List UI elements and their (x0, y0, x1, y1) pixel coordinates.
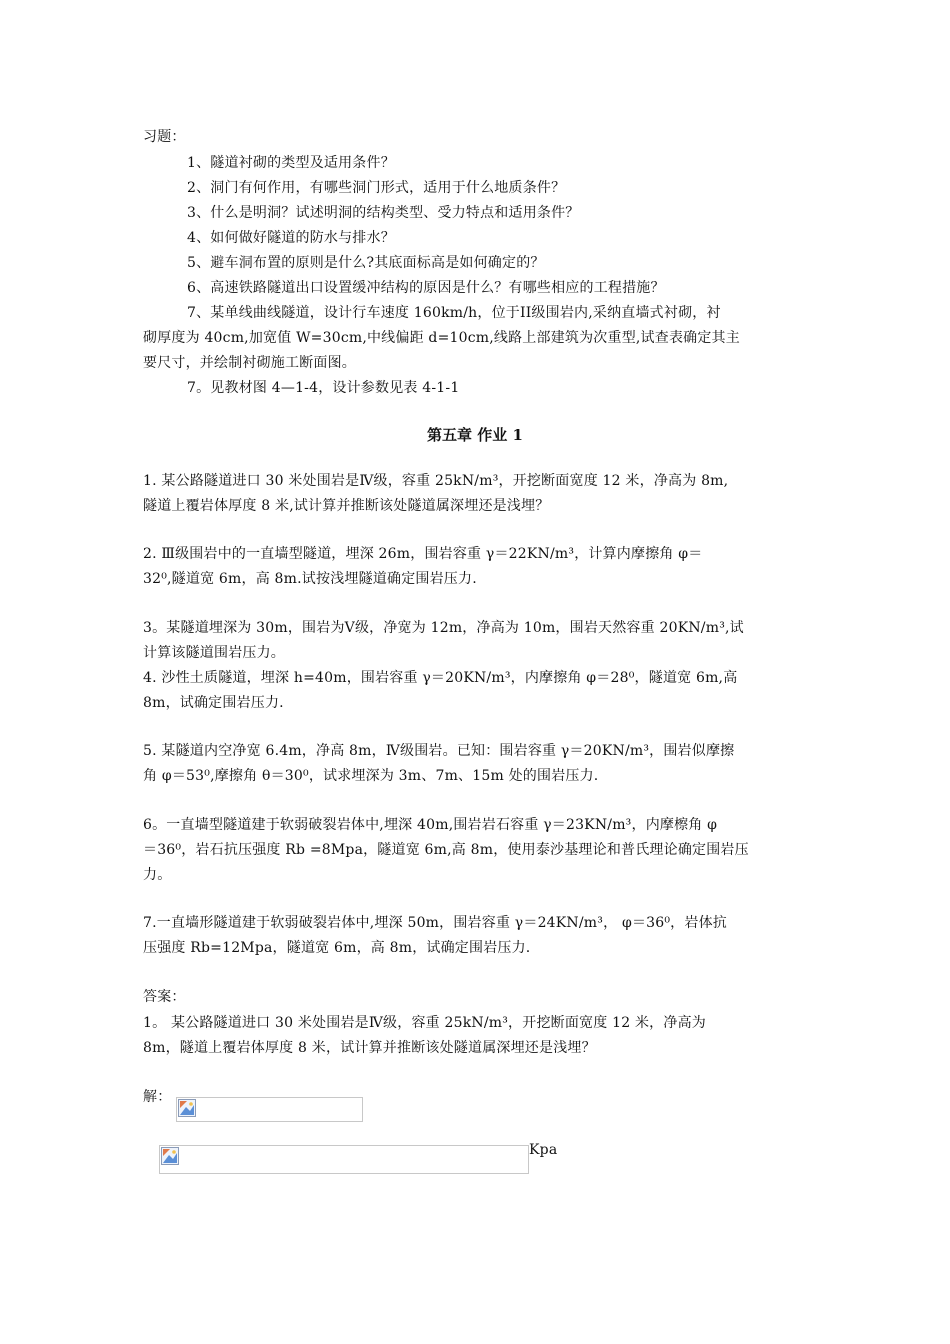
problem-text: 压强度 Rb=12Mpa，隧道宽 6m，高 8m，试确定围岩压力. (143, 940, 531, 956)
formula-image-placeholder (159, 1145, 529, 1174)
exercise-item: 2、洞门有何作用，有哪些洞门形式，适用于什么地质条件？ (187, 180, 566, 196)
problem-text: 1. 某公路隧道进口 30 米处围岩是Ⅳ级，容重 25kN/m³，开挖断面宽度 12 米，净高为 8m, (143, 473, 729, 489)
formula-image-placeholder (176, 1097, 363, 1122)
unit-label: Kpa (529, 1142, 558, 1158)
broken-image-icon (178, 1099, 196, 1117)
problem-text: 计算该隧道围岩压力。 (143, 645, 285, 661)
problem-text: ＝36⁰，岩石抗压强度 Rb =8Mpa，隧道宽 6m,高 8m，使用泰沙基理论和普氏理论确定围岩压 (143, 842, 749, 858)
exercise-item: 7、某单线曲线隧道，设计行车速度 160km/h，位于II级围岩内,采纳直墙式衬砌，衬 (187, 305, 721, 321)
problem-text: 3。某隧道埋深为 30m，围岩为Ⅴ级，净宽为 12m，净高为 10m，围岩天然容重 20KN/m³,试 (143, 620, 744, 636)
solution-label: 解： (143, 1089, 172, 1105)
exercise-item: 1、隧道衬砌的类型及适用条件？ (187, 155, 395, 171)
problem-text: 5. 某隧道内空净宽 6.4m，净高 8m，Ⅳ级围岩。已知：围岩容重 γ＝20KN/m³，围岩似摩擦 (143, 743, 735, 759)
problem-text: 4. 沙性土质隧道，埋深 h=40m，围岩容重 γ＝20KN/m³，内摩擦角 φ＝28⁰，隧道宽 6m,高 (143, 670, 738, 686)
problem-text: 8m，试确定围岩压力. (143, 695, 284, 711)
exercise-item-continued: 砌厚度为 40cm,加宽值 W=30cm,中线偏距 d=10cm,线路上部建筑为次重型,试查表确定其主 (143, 330, 740, 346)
exercise-item-continued: 要尺寸，并绘制衬砌施工断面图。 (143, 355, 356, 371)
problem-text: 角 φ＝53⁰,摩擦角 θ＝30⁰，试求埋深为 3m、7m、15m 处的围岩压力. (143, 768, 599, 784)
answer-text: 8m，隧道上覆岩体厚度 8 米，试计算并推断该处隧道属深埋还是浅埋？ (143, 1040, 596, 1056)
problem-text: 7.一直墙形隧道建于软弱破裂岩体中,埋深 50m，围岩容重 γ＝24KN/m³， φ＝36⁰，岩体抗 (143, 915, 727, 931)
exercise-item: 6、高速铁路隧道出口设置缓冲结构的原因是什么？有哪些相应的工程措施？ (187, 280, 665, 296)
problem-text: 2. Ⅲ级围岩中的一直墙型隧道，埋深 26m，围岩容重 γ＝22KN/m³，计算内摩擦角 φ＝ (143, 546, 703, 562)
answer-title: 答案： (143, 989, 186, 1005)
exercises-title: 习题： (143, 129, 186, 145)
exercise-item: 3、什么是明洞？试述明洞的结构类型、受力特点和适用条件？ (187, 205, 580, 221)
answer-text: 1。 某公路隧道进口 30 米处围岩是Ⅳ级，容重 25kN/m³，开挖断面宽度 12 米，净高为 (143, 1015, 706, 1031)
problem-text: 6。一直墙型隧道建于软弱破裂岩体中,埋深 40m,围岩岩石容重 γ＝23KN/m³，内摩檫角 φ (143, 817, 718, 833)
exercise-reference: 7。见教材图 4—1-4，设计参数见表 4-1-1 (187, 380, 460, 396)
chapter-heading: 第五章 作业 1 (427, 426, 523, 444)
problem-text: 隧道上覆岩体厚度 8 米,试计算并推断该处隧道属深埋还是浅埋？ (143, 498, 550, 514)
broken-image-icon (161, 1147, 179, 1165)
problem-text: 32⁰,隧道宽 6m，高 8m.试按浅埋隧道确定围岩压力. (143, 571, 477, 587)
problem-text: 力。 (143, 867, 172, 883)
exercise-item: 4、如何做好隧道的防水与排水？ (187, 230, 395, 246)
exercise-item: 5、避车洞布置的原则是什么?其底面标高是如何确定的？ (187, 255, 545, 271)
